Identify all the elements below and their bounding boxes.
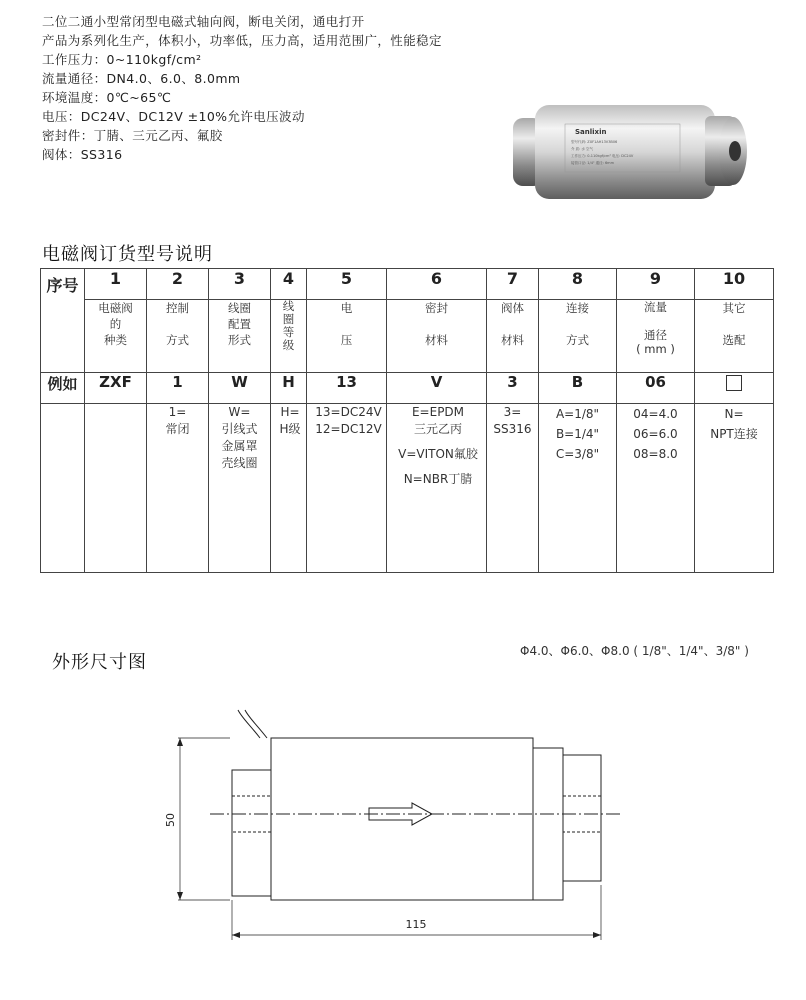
col-number: 4 <box>271 269 307 300</box>
product-label-line: 介 质: 水 空气 <box>571 147 594 151</box>
col-number: 1 <box>85 269 147 300</box>
col-desc: 线圈 配置 形式 <box>209 300 271 373</box>
options-cell: H= H级 <box>271 404 307 573</box>
col-desc: 阀体 材料 <box>487 300 539 373</box>
col-number: 3 <box>209 269 271 300</box>
product-label-line: 接管口径: 1/4" 通径: 6mm <box>571 161 614 165</box>
intro-line: 二位二通小型常闭型电磁式轴向阀，断电关闭，通电打开 <box>42 14 365 29</box>
product-label-line: 型号代码: ZXF1AH13V3B06 <box>571 140 618 144</box>
example-cell: 3 <box>487 373 539 404</box>
intro-line: 工作压力：0~110kgf/cm² <box>42 52 202 67</box>
order-table-title: 电磁阀订货型号说明 <box>42 244 213 265</box>
height-dimension-label: 50 <box>164 813 177 827</box>
example-cell: H <box>271 373 307 404</box>
example-cell: 06 <box>617 373 695 404</box>
example-cell: V <box>387 373 487 404</box>
col-desc: 线 圈 等 级 <box>271 300 307 373</box>
col-desc: 密封 材料 <box>387 300 487 373</box>
options-cell: W= 引线式 金属罩 壳线圈 <box>209 404 271 573</box>
intro-line: 产品为系列化生产，体积小，功率低，压力高，适用范围广，性能稳定 <box>42 33 442 48</box>
product-brand: Sanlixin <box>575 128 607 136</box>
example-cell: B <box>539 373 617 404</box>
options-cell: 1= 常闭 <box>147 404 209 573</box>
outline-drawing <box>150 700 670 950</box>
intro-line: 电压：DC24V、DC12V ±10%允许电压波动 <box>42 109 305 124</box>
example-cell: 1 <box>147 373 209 404</box>
col-number: 9 <box>617 269 695 300</box>
example-cell: W <box>209 373 271 404</box>
intro-line: 阀体：SS316 <box>42 147 123 162</box>
col-number: 2 <box>147 269 209 300</box>
intro-line: 密封件：丁腈、三元乙丙、氟胶 <box>42 128 223 143</box>
options-cell: E=EPDM 三元乙丙 V=VITON氟胶 N=NBR丁腈 <box>387 404 487 573</box>
product-label-line: 工作压力: 0-110kgf/cm² 电压: DC24V <box>571 154 634 158</box>
options-cell: 3= SS316 <box>487 404 539 573</box>
order-table <box>40 268 774 573</box>
outline-title: 外形尺寸图 <box>52 652 147 673</box>
col-number: 5 <box>307 269 387 300</box>
col-number: 10 <box>695 269 774 300</box>
intro-text <box>42 12 442 164</box>
options-cell: 04=4.0 06=6.0 08=8.0 <box>617 404 695 573</box>
options-cell: N= NPT连接 <box>695 404 774 573</box>
intro-line: 环境温度：0℃~65℃ <box>42 90 172 105</box>
thread-size-note: Φ4.0、Φ6.0、Φ8.0 ( 1/8"、1/4"、3/8" ) <box>520 644 749 658</box>
col-desc: 其它 选配 <box>695 300 774 373</box>
product-photo <box>505 90 755 210</box>
col-number: 6 <box>387 269 487 300</box>
col-desc: 控制 方式 <box>147 300 209 373</box>
options-cell <box>85 404 147 573</box>
option-checkbox <box>726 375 742 391</box>
options-cell <box>41 404 85 573</box>
length-dimension-label: 115 <box>405 918 427 931</box>
example-cell-checkbox <box>695 373 774 404</box>
example-cell: ZXF <box>85 373 147 404</box>
col-desc: 电 压 <box>307 300 387 373</box>
col-desc: 连接 方式 <box>539 300 617 373</box>
row-header-example: 例如 <box>41 373 85 404</box>
options-cell: 13=DC24V 12=DC12V <box>307 404 387 573</box>
example-cell: 13 <box>307 373 387 404</box>
col-number: 7 <box>487 269 539 300</box>
col-number: 8 <box>539 269 617 300</box>
col-desc: 电磁阀 的 种类 <box>85 300 147 373</box>
col-desc: 流量 通径 ( mm ) <box>617 300 695 373</box>
intro-line: 流量通径：DN4.0、6.0、8.0mm <box>42 71 241 86</box>
row-header-seq: 序号 <box>41 269 85 373</box>
options-cell: A=1/8" B=1/4" C=3/8" <box>539 404 617 573</box>
